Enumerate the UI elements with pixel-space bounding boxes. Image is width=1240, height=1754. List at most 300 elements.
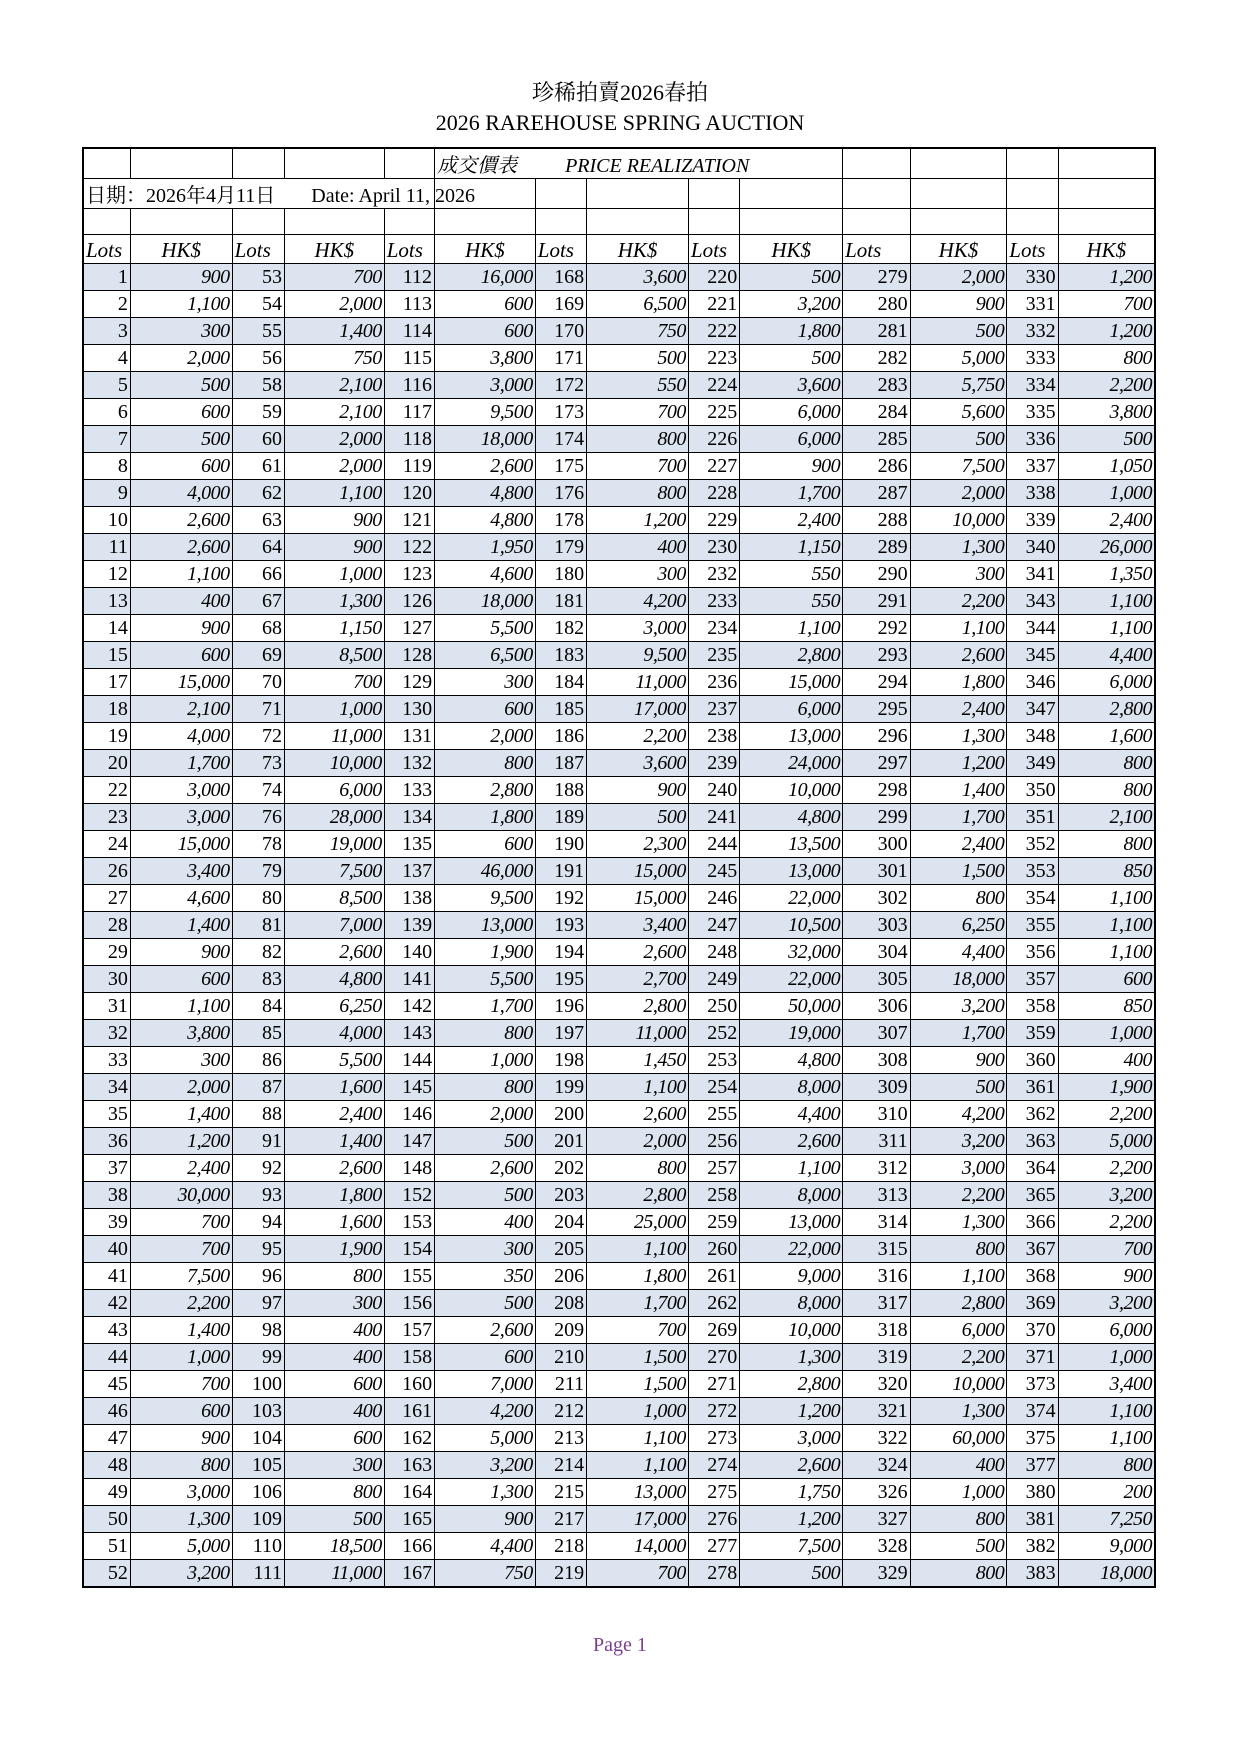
lot-number-cell: 238 — [688, 723, 739, 750]
table-row — [83, 1425, 1155, 1452]
price-cell: 11,000 — [284, 1560, 384, 1588]
lot-number-cell: 1 — [83, 264, 130, 291]
lot-number-cell: 257 — [688, 1155, 739, 1182]
price-cell: 2,200 — [910, 1182, 1007, 1209]
table-row — [83, 399, 1155, 426]
lot-number-cell: 341 — [1007, 561, 1058, 588]
lot-number-cell: 258 — [688, 1182, 739, 1209]
lot-number-cell: 74 — [232, 777, 284, 804]
price-cell: 3,600 — [740, 372, 843, 399]
price-cell: 13,000 — [740, 723, 843, 750]
price-cell: 3,800 — [130, 1020, 232, 1047]
price-cell: 24,000 — [740, 750, 843, 777]
price-cell: 6,000 — [1058, 669, 1155, 696]
lot-number-cell: 271 — [688, 1371, 739, 1398]
lot-number-cell: 336 — [1007, 426, 1058, 453]
lot-number-cell: 148 — [384, 1155, 434, 1182]
price-cell: 900 — [910, 291, 1007, 318]
price-cell: 300 — [910, 561, 1007, 588]
lot-number-cell: 139 — [384, 912, 434, 939]
lot-number-cell: 350 — [1007, 777, 1058, 804]
lot-number-cell: 219 — [535, 1560, 586, 1588]
price-cell: 700 — [587, 453, 689, 480]
table-row — [83, 1047, 1155, 1074]
lot-number-cell: 370 — [1007, 1317, 1058, 1344]
price-realization-table — [82, 147, 1156, 1588]
lot-number-cell: 304 — [843, 939, 910, 966]
lot-number-cell: 17 — [83, 669, 130, 696]
lot-number-cell: 345 — [1007, 642, 1058, 669]
price-cell: 1,200 — [1058, 318, 1155, 345]
price-cell: 1,200 — [130, 1128, 232, 1155]
lot-number-cell: 279 — [843, 264, 910, 291]
lot-number-cell: 248 — [688, 939, 739, 966]
lot-number-cell: 115 — [384, 345, 434, 372]
table-row — [83, 507, 1155, 534]
lot-number-cell: 183 — [535, 642, 586, 669]
price-cell: 1,300 — [910, 534, 1007, 561]
lot-number-cell: 83 — [232, 966, 284, 993]
price-cell: 600 — [284, 1425, 384, 1452]
lot-number-cell: 20 — [83, 750, 130, 777]
price-cell: 2,400 — [1058, 507, 1155, 534]
lot-number-cell: 224 — [688, 372, 739, 399]
price-cell: 350 — [435, 1263, 536, 1290]
lot-number-cell: 32 — [83, 1020, 130, 1047]
lot-number-cell: 117 — [384, 399, 434, 426]
price-cell: 6,250 — [284, 993, 384, 1020]
lot-number-cell: 321 — [843, 1398, 910, 1425]
lot-number-cell: 61 — [232, 453, 284, 480]
lot-number-cell: 167 — [384, 1560, 434, 1588]
price-cell: 1,200 — [587, 507, 689, 534]
lot-number-cell: 212 — [535, 1398, 586, 1425]
price-cell: 13,000 — [587, 1479, 689, 1506]
lot-number-cell: 356 — [1007, 939, 1058, 966]
price-cell: 2,600 — [587, 1101, 689, 1128]
lot-number-cell: 364 — [1007, 1155, 1058, 1182]
lot-number-cell: 186 — [535, 723, 586, 750]
lot-number-cell: 30 — [83, 966, 130, 993]
price-cell: 1,100 — [587, 1452, 689, 1479]
price-cell: 1,100 — [910, 615, 1007, 642]
price-cell: 1,200 — [740, 1506, 843, 1533]
price-cell: 600 — [435, 696, 536, 723]
lot-number-cell: 79 — [232, 858, 284, 885]
price-cell: 700 — [130, 1371, 232, 1398]
price-cell: 8,500 — [284, 885, 384, 912]
lot-number-cell: 138 — [384, 885, 434, 912]
price-cell: 400 — [130, 588, 232, 615]
lot-number-cell: 213 — [535, 1425, 586, 1452]
price-cell: 1,300 — [740, 1344, 843, 1371]
price-cell: 400 — [284, 1317, 384, 1344]
price-cell: 1,400 — [130, 912, 232, 939]
lot-number-cell: 357 — [1007, 966, 1058, 993]
table-row — [83, 264, 1155, 291]
price-cell: 500 — [910, 318, 1007, 345]
price-cell: 500 — [587, 804, 689, 831]
table-row — [83, 777, 1155, 804]
price-cell: 2,600 — [284, 939, 384, 966]
price-cell: 2,200 — [1058, 1101, 1155, 1128]
lot-number-cell: 210 — [535, 1344, 586, 1371]
table-row — [83, 1020, 1155, 1047]
lot-number-cell: 80 — [232, 885, 284, 912]
lot-number-cell: 111 — [232, 1560, 284, 1588]
lot-number-cell: 59 — [232, 399, 284, 426]
price-cell: 5,600 — [910, 399, 1007, 426]
price-cell: 700 — [130, 1209, 232, 1236]
table-row — [83, 1155, 1155, 1182]
price-cell: 3,200 — [1058, 1290, 1155, 1317]
price-cell: 500 — [740, 264, 843, 291]
lot-number-cell: 274 — [688, 1452, 739, 1479]
table-row — [83, 1506, 1155, 1533]
lot-number-cell: 8 — [83, 453, 130, 480]
price-cell: 1,300 — [910, 723, 1007, 750]
lot-number-cell: 355 — [1007, 912, 1058, 939]
table-row — [83, 561, 1155, 588]
lot-number-cell: 354 — [1007, 885, 1058, 912]
price-cell: 1,750 — [740, 1479, 843, 1506]
price-cell: 2,200 — [1058, 1209, 1155, 1236]
lot-number-cell: 314 — [843, 1209, 910, 1236]
price-cell: 7,500 — [130, 1263, 232, 1290]
lot-number-cell: 187 — [535, 750, 586, 777]
lot-number-cell: 254 — [688, 1074, 739, 1101]
price-cell: 1,200 — [910, 750, 1007, 777]
lot-number-cell: 67 — [232, 588, 284, 615]
lot-number-cell: 232 — [688, 561, 739, 588]
lot-number-cell: 284 — [843, 399, 910, 426]
price-cell: 550 — [740, 561, 843, 588]
lot-number-cell: 217 — [535, 1506, 586, 1533]
lot-number-cell: 146 — [384, 1101, 434, 1128]
price-cell: 4,800 — [435, 480, 536, 507]
price-cell: 3,200 — [130, 1560, 232, 1588]
lot-number-cell: 116 — [384, 372, 434, 399]
price-cell: 900 — [1058, 1263, 1155, 1290]
lot-number-cell: 169 — [535, 291, 586, 318]
price-cell: 18,000 — [435, 588, 536, 615]
lot-number-cell: 42 — [83, 1290, 130, 1317]
lot-number-cell: 27 — [83, 885, 130, 912]
price-cell: 1,150 — [740, 534, 843, 561]
lot-number-cell: 129 — [384, 669, 434, 696]
price-cell: 900 — [910, 1047, 1007, 1074]
price-cell: 1,400 — [284, 318, 384, 345]
lot-number-cell: 367 — [1007, 1236, 1058, 1263]
table-row — [83, 858, 1155, 885]
price-cell: 17,000 — [587, 1506, 689, 1533]
lot-number-cell: 234 — [688, 615, 739, 642]
lot-number-cell: 69 — [232, 642, 284, 669]
lot-number-cell: 137 — [384, 858, 434, 885]
price-cell: 15,000 — [130, 831, 232, 858]
lot-number-cell: 185 — [535, 696, 586, 723]
price-cell: 4,800 — [740, 1047, 843, 1074]
lot-number-cell: 360 — [1007, 1047, 1058, 1074]
price-cell: 2,400 — [130, 1155, 232, 1182]
price-cell: 1,300 — [284, 588, 384, 615]
price-cell: 6,500 — [435, 642, 536, 669]
price-cell: 2,000 — [435, 1101, 536, 1128]
lot-number-cell: 233 — [688, 588, 739, 615]
lot-number-cell: 144 — [384, 1047, 434, 1074]
price-cell: 4,400 — [740, 1101, 843, 1128]
header-hkd: HK$ — [284, 235, 384, 264]
lot-number-cell: 312 — [843, 1155, 910, 1182]
lot-number-cell: 158 — [384, 1344, 434, 1371]
price-cell: 700 — [284, 264, 384, 291]
lot-number-cell: 195 — [535, 966, 586, 993]
lot-number-cell: 344 — [1007, 615, 1058, 642]
lot-number-cell: 188 — [535, 777, 586, 804]
lot-number-cell: 225 — [688, 399, 739, 426]
price-cell: 3,200 — [1058, 1182, 1155, 1209]
price-cell: 9,500 — [435, 399, 536, 426]
table-row — [83, 1290, 1155, 1317]
lot-number-cell: 293 — [843, 642, 910, 669]
price-cell: 1,600 — [284, 1074, 384, 1101]
lot-number-cell: 324 — [843, 1452, 910, 1479]
price-cell: 1,050 — [1058, 453, 1155, 480]
table-row — [83, 831, 1155, 858]
price-cell: 13,000 — [435, 912, 536, 939]
price-cell: 2,400 — [740, 507, 843, 534]
price-cell: 10,000 — [284, 750, 384, 777]
table-row — [83, 1101, 1155, 1128]
price-cell: 1,300 — [910, 1209, 1007, 1236]
lot-number-cell: 334 — [1007, 372, 1058, 399]
lot-number-cell: 18 — [83, 696, 130, 723]
lot-number-cell: 112 — [384, 264, 434, 291]
lot-number-cell: 176 — [535, 480, 586, 507]
price-cell: 700 — [1058, 1236, 1155, 1263]
lot-number-cell: 40 — [83, 1236, 130, 1263]
price-cell: 1,100 — [1058, 912, 1155, 939]
lot-number-cell: 189 — [535, 804, 586, 831]
table-row — [83, 345, 1155, 372]
price-cell: 1,400 — [130, 1101, 232, 1128]
price-cell: 1,000 — [435, 1047, 536, 1074]
price-cell: 7,500 — [284, 858, 384, 885]
price-cell: 19,000 — [740, 1020, 843, 1047]
lot-number-cell: 71 — [232, 696, 284, 723]
price-cell: 4,200 — [910, 1101, 1007, 1128]
lot-number-cell: 346 — [1007, 669, 1058, 696]
lot-number-cell: 298 — [843, 777, 910, 804]
date-row — [83, 179, 1155, 209]
price-cell: 1,300 — [130, 1506, 232, 1533]
price-cell: 1,100 — [130, 993, 232, 1020]
price-cell: 16,000 — [435, 264, 536, 291]
price-cell: 1,950 — [435, 534, 536, 561]
lot-number-cell: 294 — [843, 669, 910, 696]
price-cell: 550 — [587, 372, 689, 399]
price-cell: 1,100 — [740, 1155, 843, 1182]
price-cell: 2,100 — [284, 399, 384, 426]
lot-number-cell: 382 — [1007, 1533, 1058, 1560]
price-cell: 2,000 — [587, 1128, 689, 1155]
lot-number-cell: 34 — [83, 1074, 130, 1101]
price-cell: 1,000 — [1058, 480, 1155, 507]
header-hkd: HK$ — [435, 235, 536, 264]
price-cell: 3,200 — [740, 291, 843, 318]
lot-number-cell: 290 — [843, 561, 910, 588]
price-cell: 8,000 — [740, 1074, 843, 1101]
price-cell: 300 — [284, 1290, 384, 1317]
price-cell: 5,500 — [284, 1047, 384, 1074]
lot-number-cell: 252 — [688, 1020, 739, 1047]
lot-number-cell: 97 — [232, 1290, 284, 1317]
lot-number-cell: 106 — [232, 1479, 284, 1506]
lot-number-cell: 114 — [384, 318, 434, 345]
spacer-row — [83, 209, 1155, 235]
lot-number-cell: 9 — [83, 480, 130, 507]
lot-number-cell: 241 — [688, 804, 739, 831]
caption-row — [83, 148, 1155, 179]
price-cell: 750 — [284, 345, 384, 372]
lot-number-cell: 13 — [83, 588, 130, 615]
price-cell: 3,000 — [910, 1155, 1007, 1182]
price-cell: 300 — [435, 669, 536, 696]
lot-number-cell: 7 — [83, 426, 130, 453]
lot-number-cell: 203 — [535, 1182, 586, 1209]
price-cell: 13,000 — [740, 858, 843, 885]
table-row — [83, 696, 1155, 723]
lot-number-cell: 297 — [843, 750, 910, 777]
lot-number-cell: 36 — [83, 1128, 130, 1155]
price-cell: 300 — [130, 318, 232, 345]
price-cell: 2,800 — [587, 993, 689, 1020]
price-cell: 1,100 — [1058, 939, 1155, 966]
table-row — [83, 1182, 1155, 1209]
price-cell: 10,500 — [740, 912, 843, 939]
lot-number-cell: 249 — [688, 966, 739, 993]
price-cell: 800 — [435, 750, 536, 777]
price-cell: 2,600 — [740, 1128, 843, 1155]
price-cell: 1,700 — [130, 750, 232, 777]
price-cell: 4,000 — [130, 480, 232, 507]
lot-number-cell: 292 — [843, 615, 910, 642]
price-cell: 2,200 — [910, 588, 1007, 615]
price-cell: 2,600 — [740, 1452, 843, 1479]
lot-number-cell: 162 — [384, 1425, 434, 1452]
price-cell: 2,700 — [587, 966, 689, 993]
price-cell: 4,800 — [284, 966, 384, 993]
price-cell: 13,000 — [740, 1209, 843, 1236]
lot-number-cell: 299 — [843, 804, 910, 831]
lot-number-cell: 91 — [232, 1128, 284, 1155]
price-cell: 1,700 — [587, 1290, 689, 1317]
lot-number-cell: 99 — [232, 1344, 284, 1371]
price-cell: 8,000 — [740, 1182, 843, 1209]
header-lots: Lots — [83, 235, 130, 264]
price-cell: 900 — [284, 507, 384, 534]
price-cell: 500 — [740, 1560, 843, 1588]
price-cell: 600 — [435, 1344, 536, 1371]
price-cell: 5,000 — [1058, 1128, 1155, 1155]
price-cell: 900 — [587, 777, 689, 804]
lot-number-cell: 135 — [384, 831, 434, 858]
lot-number-cell: 315 — [843, 1236, 910, 1263]
price-cell: 1,300 — [910, 1398, 1007, 1425]
lot-number-cell: 170 — [535, 318, 586, 345]
lot-number-cell: 134 — [384, 804, 434, 831]
lot-number-cell: 276 — [688, 1506, 739, 1533]
price-cell: 500 — [740, 345, 843, 372]
table-row — [83, 426, 1155, 453]
lot-number-cell: 173 — [535, 399, 586, 426]
table-row — [83, 750, 1155, 777]
price-cell: 2,200 — [587, 723, 689, 750]
lot-number-cell: 311 — [843, 1128, 910, 1155]
table-row — [83, 993, 1155, 1020]
table-row — [83, 318, 1155, 345]
price-cell: 1,300 — [435, 1479, 536, 1506]
price-cell: 700 — [1058, 291, 1155, 318]
header-lots: Lots — [384, 235, 434, 264]
lot-number-cell: 301 — [843, 858, 910, 885]
price-cell: 11,000 — [587, 1020, 689, 1047]
lot-number-cell: 19 — [83, 723, 130, 750]
lot-number-cell: 39 — [83, 1209, 130, 1236]
price-cell: 300 — [130, 1047, 232, 1074]
price-cell: 6,000 — [740, 426, 843, 453]
price-cell: 1,000 — [284, 561, 384, 588]
price-cell: 1,800 — [435, 804, 536, 831]
lot-number-cell: 305 — [843, 966, 910, 993]
lot-number-cell: 269 — [688, 1317, 739, 1344]
table-row — [83, 1398, 1155, 1425]
lot-number-cell: 282 — [843, 345, 910, 372]
lot-number-cell: 362 — [1007, 1101, 1058, 1128]
lot-number-cell: 287 — [843, 480, 910, 507]
lot-number-cell: 87 — [232, 1074, 284, 1101]
lot-number-cell: 369 — [1007, 1290, 1058, 1317]
price-cell: 19,000 — [284, 831, 384, 858]
lot-number-cell: 37 — [83, 1155, 130, 1182]
price-cell: 3,200 — [910, 1128, 1007, 1155]
price-cell: 5,000 — [910, 345, 1007, 372]
lot-number-cell: 130 — [384, 696, 434, 723]
lot-number-cell: 175 — [535, 453, 586, 480]
lot-number-cell: 204 — [535, 1209, 586, 1236]
price-cell: 700 — [587, 1317, 689, 1344]
price-cell: 1,700 — [910, 1020, 1007, 1047]
lot-number-cell: 201 — [535, 1128, 586, 1155]
table-row — [83, 480, 1155, 507]
price-cell: 50,000 — [740, 993, 843, 1020]
price-cell: 1,900 — [284, 1236, 384, 1263]
lot-number-cell: 154 — [384, 1236, 434, 1263]
page-number: Page 1 — [593, 1634, 647, 1656]
lot-number-cell: 119 — [384, 453, 434, 480]
price-cell: 5,750 — [910, 372, 1007, 399]
price-cell: 500 — [910, 1533, 1007, 1560]
price-cell: 3,600 — [587, 750, 689, 777]
price-cell: 2,600 — [130, 534, 232, 561]
lot-number-cell: 132 — [384, 750, 434, 777]
table-row — [83, 1128, 1155, 1155]
price-cell: 400 — [284, 1344, 384, 1371]
price-cell: 800 — [910, 1506, 1007, 1533]
lot-number-cell: 84 — [232, 993, 284, 1020]
price-cell: 500 — [435, 1182, 536, 1209]
price-cell: 28,000 — [284, 804, 384, 831]
